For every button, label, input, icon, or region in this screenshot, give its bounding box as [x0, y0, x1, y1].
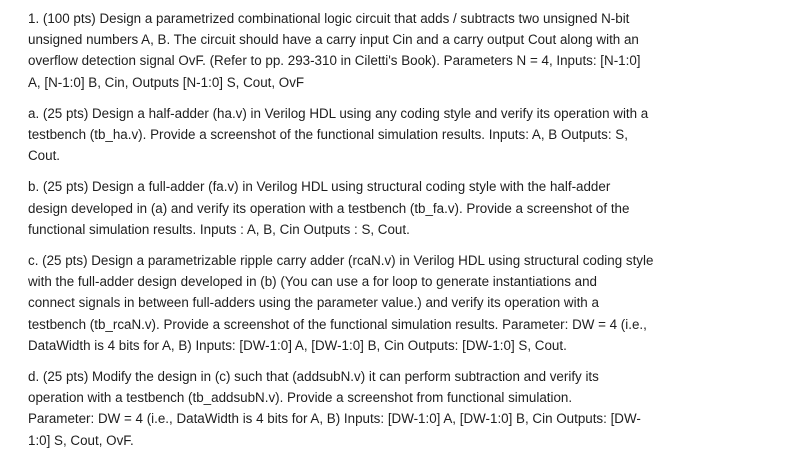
text-line: Parameter: DW = 4 (i.e., DataWidth is 4 bits for A, B) Inputs: [DW-1:0] A, [DW-1:0] B, Cin Outputs: [DW- [28, 411, 641, 427]
text-line: DataWidth is 4 bits for A, B) Inputs: [DW-1:0] A, [DW-1:0] B, Cin Outputs: [DW-1:0] S, Cout. [28, 337, 567, 353]
text-line: c. (25 pts) Design a parametrizable ripple carry adder (rcaN.v) in Verilog HDL using structural coding style [28, 253, 654, 269]
text-line: unsigned numbers A, B. The circuit should have a carry input Cin and a carry output Cout along with an [28, 32, 639, 48]
text-line: overflow detection signal OvF. (Refer to pp. 293-310 in Ciletti's Book). Parameters N = 4, Inputs: [N-1:0] [28, 53, 641, 69]
text-line: with the full-adder design developed in (b) (You can use a for loop to generate instantiations and [28, 274, 597, 290]
text-line: A, [N-1:0] B, Cin, Outputs [N-1:0] S, Cout, OvF [28, 74, 305, 90]
text-line: Cout. [28, 148, 61, 164]
text-line: b. (25 pts) Design a full-adder (fa.v) in Verilog HDL using structural coding style with the half-adder [28, 179, 611, 195]
text-line: 1. (100 pts) Design a parametrized combinational logic circuit that adds / subtracts two unsigned N-bit [28, 11, 630, 26]
text-line: functional simulation results. Inputs : A, B, Cin Outputs : S, Cout. [28, 221, 410, 237]
text-line: 1:0] S, Cout, OvF. [28, 432, 134, 448]
text-line: a. (25 pts) Design a half-adder (ha.v) in Verilog HDL using any coding style and verify its operation with a [28, 105, 649, 121]
text-line: d. (25 pts) Modify the design in (c) such that (addsubN.v) it can perform subtraction and verify its [28, 369, 599, 385]
text-line: testbench (tb_rcaN.v). Provide a screenshot of the functional simulation results. Parameter: DW = 4 (i.e., [28, 316, 647, 332]
text-line: testbench (tb_ha.v). Provide a screenshot of the functional simulation results. Inputs: A, B Outputs: S, [28, 127, 628, 143]
part-b [28, 176, 798, 240]
assignment-document [28, 8, 798, 461]
text-line: design developed in (a) and verify its operation with a testbench (tb_fa.v). Provide a screenshot of the [28, 200, 630, 216]
problem-intro [28, 8, 798, 93]
part-c [28, 250, 798, 356]
text-line: operation with a testbench (tb_addsubN.v). Provide a screenshot from functional simulation. [28, 390, 573, 406]
text-line: connect signals in between full-adders using the parameter value.) and verify its operation with a [28, 295, 599, 311]
part-d [28, 366, 798, 451]
part-a [28, 103, 798, 167]
